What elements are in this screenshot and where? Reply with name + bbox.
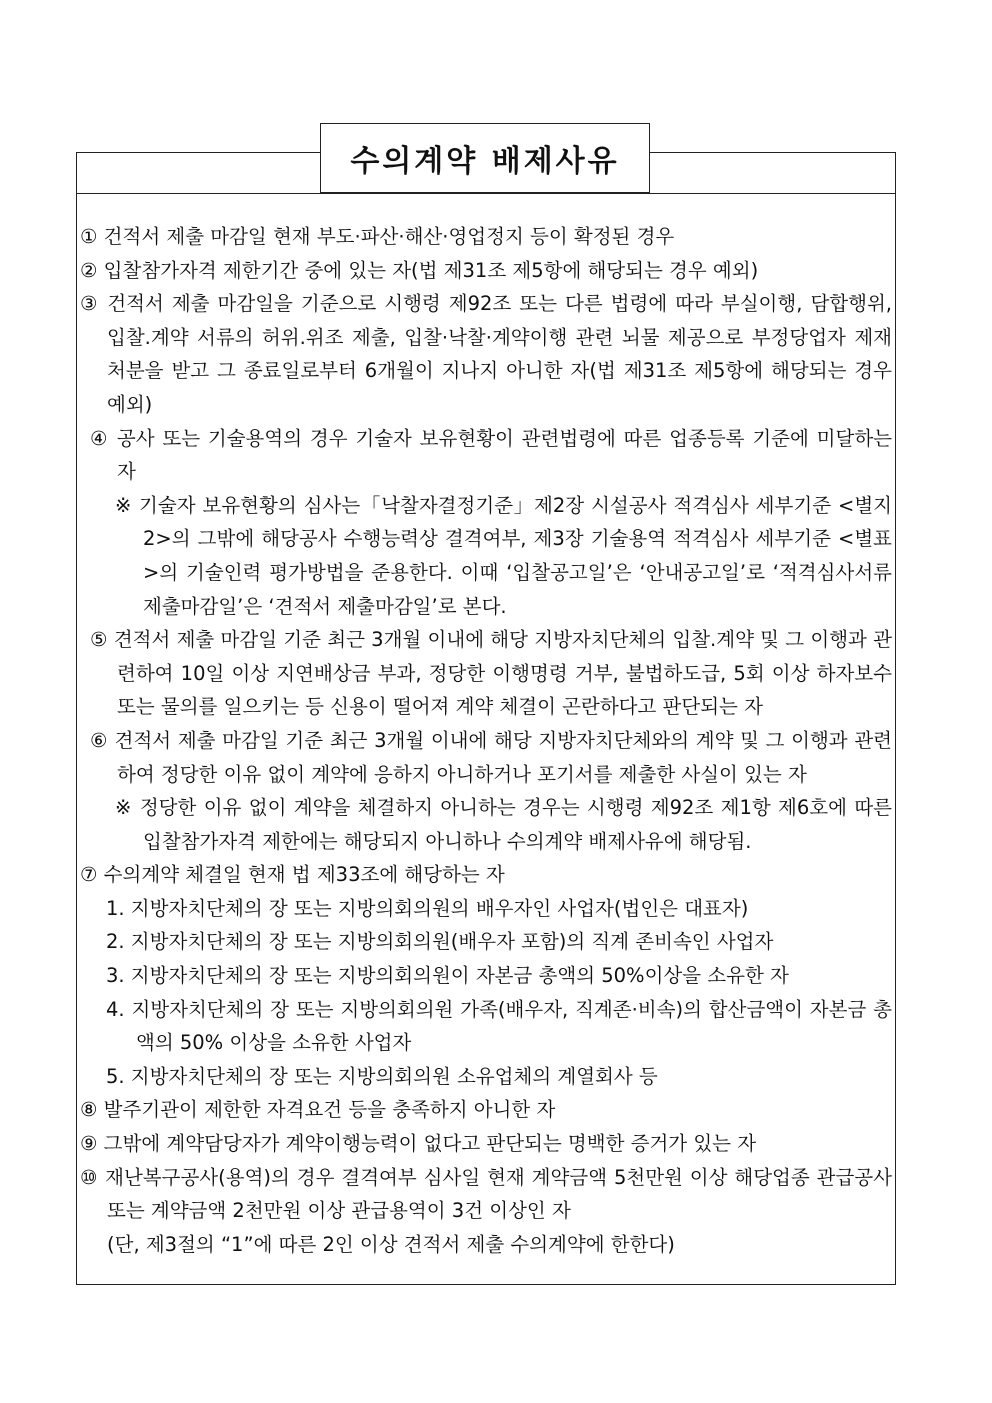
list-item-note: (단, 제3절의 “1”에 따른 2인 이상 견적서 제출 수의계약에 한한다) [107, 1232, 675, 1256]
page-title: 수의계약 배제사유 [350, 144, 620, 179]
sub-item: 1. 지방자치단체의 장 또는 지방의회의원의 배우자인 사업자(법인은 대표자) [106, 896, 749, 920]
list-item: ⑤ 견적서 제출 마감일 기준 최근 3개월 이내에 해당 지방자치단체의 입찰.계약 및 그 이행과 관련하여 10일 이상 지연배상금 부과, 정당한 이행명령 거부, 불법하도급, 5회 이상 하자보수 또는 물의를 일으키는 등 신용이 떨어져 계약 체결이 곤란하다고 판단되는 자 [90, 628, 892, 719]
list-item: ⑩ 재난복구공사(용역)의 경우 결격여부 심사일 현재 계약금액 5천만원 이상 해당업종 관급공사 또는 계약금액 2천만원 이상 관급용역이 3건 이상인 자 [80, 1165, 892, 1223]
content-list [80, 220, 892, 1261]
list-item: ④ 공사 또는 기술용역의 경우 기술자 보유현황이 관련법령에 따른 업종등록 기준에 미달하는 자 [90, 426, 892, 484]
list-item: ⑨ 그밖에 계약담당자가 계약이행능력이 없다고 판단되는 명백한 증거가 있는 자 [80, 1132, 757, 1156]
sub-item: 5. 지방자치단체의 장 또는 지방의회의원 소유업체의 계열회사 등 [106, 1064, 658, 1088]
sub-item: 2. 지방자치단체의 장 또는 지방의회의원(배우자 포함)의 직계 존비속인 사업자 [106, 930, 774, 954]
list-item: ① 건적서 제출 마감일 현재 부도·파산·해산·영업정지 등이 확정된 경우 [80, 225, 675, 248]
sub-item: 3. 지방자치단체의 장 또는 지방의회의원이 자본금 총액의 50%이상을 소유한 자 [106, 964, 789, 988]
sub-item: 4. 지방자치단체의 장 또는 지방의회의원 가족(배우자, 직계존·비속)의 합산금액이 자본금 총액의 50% 이상을 소유한 사업자 [106, 997, 892, 1055]
list-item: ③ 건적서 제출 마감일을 기준으로 시행령 제92조 또는 다른 법령에 따라 부실이행, 담합행위, 입찰.계약 서류의 허위.위조 제출, 입찰·낙찰·계약이행 관련 뇌물 제공으로 부정당업자 제재 처분을 받고 그 종료일로부터 6개월이 지나지 아니한 자(법 제31조 제5항에 해당되는 경우 예외) [80, 292, 892, 416]
header-rule [76, 193, 896, 194]
title-box [320, 123, 650, 193]
note-item: ※ 기술자 보유현황의 심사는「낙찰자결정기준」제2장 시설공사 적격심사 세부기준 <별지 2>의 그밖에 해당공사 수행능력상 결격여부, 제3장 기술용역 적격심사 세부기준 <별표>의 기술인력 평가방법을 준용한다. 이때 ‘입찰공고일’은 ‘안내공고일’로 ‘적격심사서류 제출마감일’은 ‘견적서 제출마감일’로 본다. [115, 493, 892, 618]
list-item: ⑧ 발주기관이 제한한 자격요건 등을 충족하지 아니한 자 [80, 1098, 556, 1122]
list-item: ⑦ 수의계약 체결일 현재 법 제33조에 해당하는 자 [80, 863, 505, 887]
list-item: ② 입찰참가자격 제한기간 중에 있는 자(법 제31조 제5항에 해당되는 경우 예외) [80, 258, 759, 282]
list-item: ⑥ 견적서 제출 마감일 기준 최근 3개월 이내에 해당 지방자치단체와의 계약 및 그 이행과 관련하여 정당한 이유 없이 계약에 응하지 아니하거나 포기서를 제출한 사실이 있는 자 [90, 728, 892, 786]
note-item: ※ 정당한 이유 없이 계약을 체결하지 아니하는 경우는 시행령 제92조 제1항 제6호에 따른 입찰참가자격 제한에는 해당되지 아니하나 수의계약 배제사유에 해당됨. [115, 796, 892, 853]
